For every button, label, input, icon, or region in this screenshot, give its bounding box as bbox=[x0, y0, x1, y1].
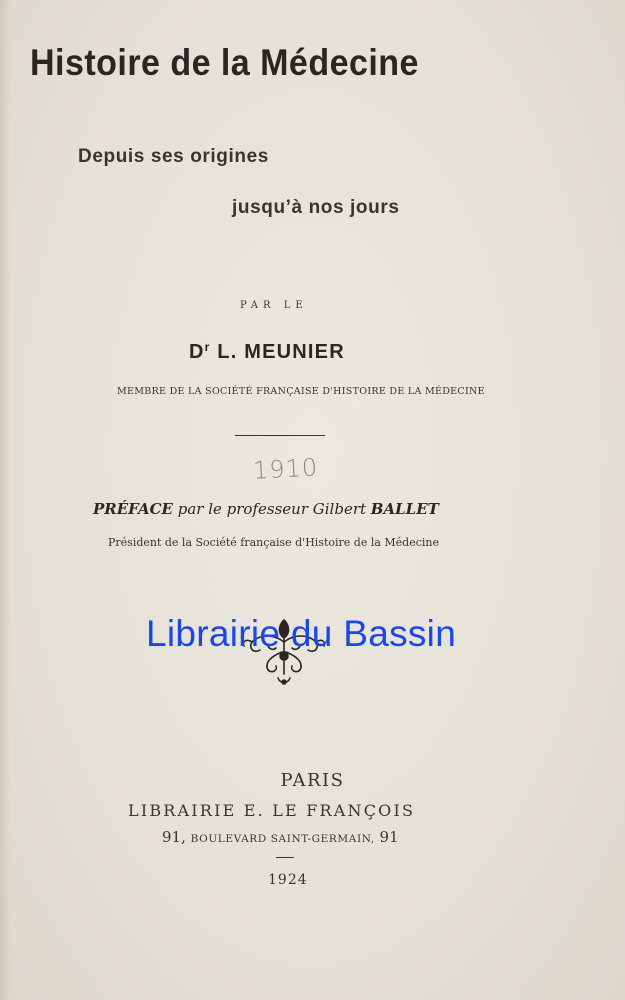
preface-label: PRÉFACE bbox=[93, 500, 173, 518]
author-surname: L. MEUNIER bbox=[217, 341, 345, 363]
author-name bbox=[189, 340, 345, 364]
handwritten-year-note: 1910 bbox=[252, 453, 319, 485]
author-prefix-superscript: r bbox=[204, 340, 211, 354]
publisher-name: LIBRAIRIE E. LE FRANÇOIS bbox=[128, 801, 416, 820]
address-number-end: 91 bbox=[379, 828, 399, 846]
publication-place: PARIS bbox=[280, 770, 345, 791]
preface-line bbox=[93, 500, 439, 518]
short-dash bbox=[276, 857, 294, 858]
address-street: BOULEVARD SAINT-GERMAIN, bbox=[190, 833, 375, 845]
preface-text: par le professeur Gilbert bbox=[172, 500, 371, 518]
subtitle-line-1: Depuis ses origines bbox=[78, 146, 269, 167]
divider-rule bbox=[235, 435, 325, 436]
preface-author: BALLET bbox=[370, 500, 439, 518]
address-number-start: 91, bbox=[162, 828, 186, 846]
author-prefix: D bbox=[189, 341, 205, 363]
book-title: Histoire de la Médecine bbox=[30, 42, 419, 83]
by-line-label: PAR LE bbox=[240, 300, 308, 311]
preface-author-title: Président de la Société française d'Histoire de la Médecine bbox=[108, 536, 440, 549]
publication-year: 1924 bbox=[268, 872, 308, 888]
author-membership: MEMBRE DE LA SOCIÉTÉ FRANÇAISE D'HISTOIRE DE LA MÉDECINE bbox=[117, 386, 485, 397]
bookseller-watermark: Librairie du Bassin bbox=[146, 613, 457, 654]
page-binding-shadow bbox=[0, 0, 10, 1000]
subtitle-line-2: jusqu’à nos jours bbox=[232, 197, 400, 218]
publisher-address bbox=[162, 828, 399, 846]
